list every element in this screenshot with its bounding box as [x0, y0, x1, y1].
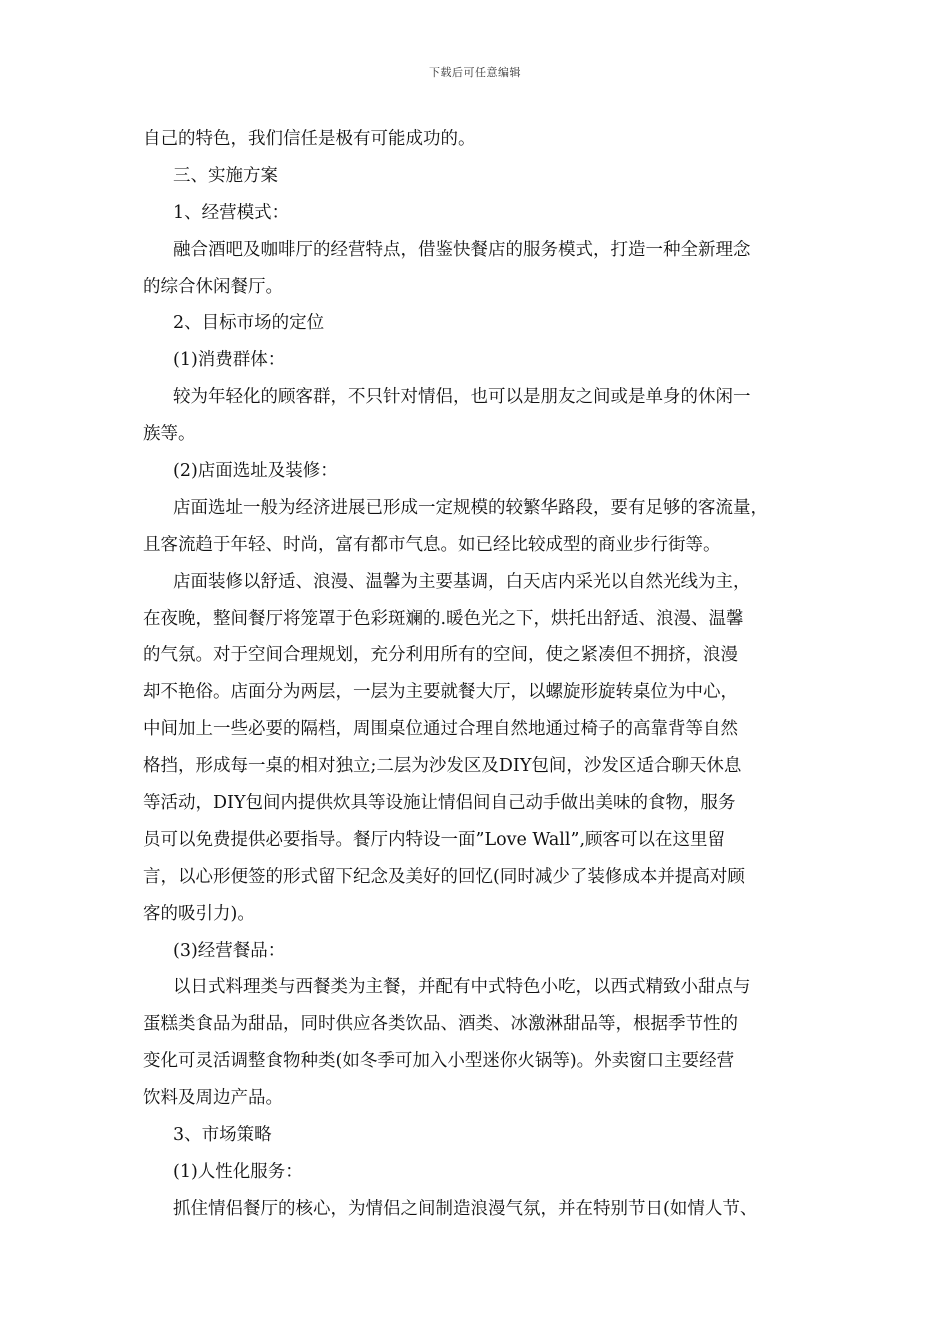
text-line: 店面选址一般为经济进展已形成一定规模的较繁华路段，要有足够的客流量，: [173, 497, 768, 518]
text-line: (2)店面选址及装修：: [173, 461, 338, 482]
text-line: 自己的特色，我们信任是极有可能成功的。: [143, 129, 476, 149]
text-line: 客的吸引力)。: [143, 903, 255, 924]
text-line: 变化可灵活调整食物种类(如冬季可加入小型迷你火锅等)。外卖窗口主要经营: [143, 1051, 735, 1072]
document-body: [143, 121, 823, 1228]
text-line: (1)人性化服务：: [173, 1161, 303, 1182]
text-line: 等活动，DIY包间内提供炊具等设施让情侣间自己动手做出美味的食物，服务: [143, 793, 736, 814]
text-line: 且客流趋于年轻、时尚，富有都市气息。如已经比较成型的商业步行街等。: [143, 534, 721, 555]
text-line: 员可以免费提供必要指导。餐厅内特设一面”Love Wall”,顾客可以在这里留: [143, 829, 726, 850]
text-line: 格挡，形成每一桌的相对独立;二层为沙发区及DIY包间，沙发区适合聊天休息: [143, 756, 742, 777]
page-header: 下载后可任意编辑: [429, 66, 521, 79]
text-line: 三、实施方案: [173, 165, 278, 186]
text-line: 族等。: [143, 424, 196, 445]
text-line: 1、经营模式：: [173, 202, 290, 223]
text-line: 店面装修以舒适、浪漫、温馨为主要基调，白天店内采光以自然光线为主，: [173, 571, 751, 592]
text-line: 2、目标市场的定位: [173, 313, 325, 334]
text-line: 蛋糕类食品为甜品，同时供应各类饮品、酒类、冰激淋甜品等，根据季节性的: [143, 1014, 738, 1035]
text-line: 言，以心形便签的形式留下纪念及美好的回忆(同时减少了装修成本并提高对顾: [143, 866, 745, 887]
text-line: 3、市场策略: [173, 1125, 272, 1146]
text-line: 饮料及周边产品。: [143, 1088, 283, 1109]
text-line: 以日式料理类与西餐类为主餐，并配有中式特色小吃，以西式精致小甜点与: [173, 977, 751, 998]
text-line: (3)经营餐品：: [173, 940, 286, 961]
text-line: 较为年轻化的顾客群，不只针对情侣，也可以是朋友之间或是单身的休闲一: [173, 387, 751, 408]
text-line: 的气氛。对于空间合理规划，充分利用所有的空间，使之紧凑但不拥挤，浪漫: [143, 645, 738, 666]
text-line: 却不艳俗。店面分为两层，一层为主要就餐大厅，以螺旋形旋转桌位为中心，: [143, 682, 738, 703]
text-line: 融合酒吧及咖啡厅的经营特点，借鉴快餐店的服务模式，打造一种全新理念: [173, 239, 751, 260]
text-line: 抓住情侣餐厅的核心，为情侣之间制造浪漫气氛，并在特别节日(如情人节、: [173, 1198, 758, 1219]
text-line: 的综合休闲餐厅。: [143, 276, 283, 297]
text-line: (1)消费群体：: [173, 350, 286, 371]
text-line: 在夜晚，整间餐厅将笼罩于色彩斑斓的.暖色光之下，烘托出舒适、浪漫、温馨: [143, 608, 744, 629]
text-line: 中间加上一些必要的隔档，周围桌位通过合理自然地通过椅子的高靠背等自然: [143, 719, 738, 740]
